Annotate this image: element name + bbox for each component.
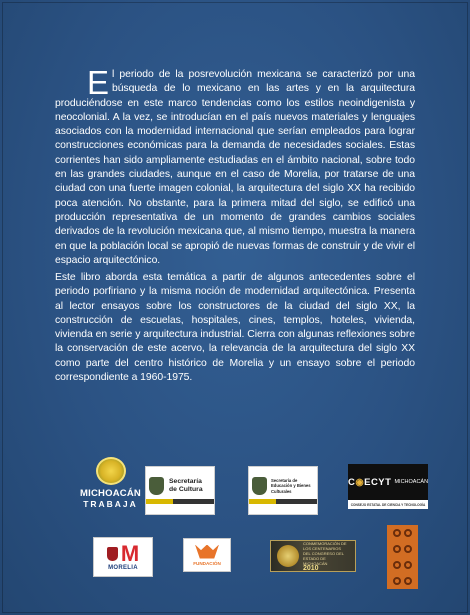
educacion-stripe: MICHOACÁN: [249, 499, 317, 504]
state-seal-icon: [252, 477, 267, 495]
drop-cap: E: [87, 64, 109, 101]
morelia-shield-icon: [107, 547, 118, 561]
centenarios-2010-logo: [270, 540, 356, 572]
sun-emblem-icon: [96, 457, 126, 485]
coecyt-state: MICHOACÁN: [394, 479, 429, 485]
secretaria-cultura-logo: [145, 466, 215, 515]
state-seal-icon: [149, 477, 164, 495]
michoacan-logo-title: MICHOACÁN: [80, 488, 141, 499]
fox-logo-text: FUNDACIÓN: [193, 560, 221, 566]
morelia-name: MORELIA: [108, 565, 138, 571]
paragraph-1-text: l periodo de la posrevolución mexicana se caracterizó por una búsqueda de lo mexicano en las artes y en la arquitectura produciéndose en este marco tendencias como los estilos neoindigenista y neocolonial. A la vez, se introducían en el país nuevos materiales y lenguajes asociados con la modernidad internacional que serían empleados para lograr construcciones económicas para la demanda de necesidades sociales. Estas corrientes han sido ampliamente estudiadas en el ámbito nacional, sobre todo en las grandes ciudades, aunque en el caso de Morelia, por tratarse de una ciudad con una fuerte imagen colonial, la arquitectura del siglo XX ha recibido poca atención. No obstante, para la primera mitad del siglo, se edificó una producción representativa de un momento de grandes cambios sociales derivados de la revolución mexicana que, al mismo tiempo, muestra la manera en que la población local se apropió de nuevas formas de construir y de vivir el espacio arquitectónico.: [55, 69, 415, 266]
secretaria-educacion-logo: [248, 466, 318, 515]
secretaria-cultura-text: Secretaría de Cultura: [169, 478, 203, 493]
domino-pattern-logo: [387, 525, 418, 589]
michoacan-logo-subtitle: TRABAJA: [83, 499, 138, 509]
michoacan-trabaja-logo: [78, 457, 143, 509]
synopsis-paragraph-1: [55, 64, 415, 268]
fox-foundation-logo: [183, 538, 231, 572]
coecyt-bar: CONSEJO ESTATAL DE CIENCIA Y TECNOLOGÍA: [348, 500, 428, 509]
morelia-logo: [93, 537, 153, 577]
fox-icon: [195, 545, 219, 559]
synopsis-paragraph-2: Este libro aborda esta temática a partir de algunos antecedentes sobre el periodo porfiriano y la misma noción de modernidad arquitectónica. Presenta al lector ensayos sobre los constructores de la ciudad del siglo XX, la construcción de escuelas, hospitales, cines, templos, hoteles, vivienda, vivienda en serie y arquitectura industrial. Cierra con algunas reflexiones sobre la conservación de este acervo, la relevancia de la arquitectura del siglo XX como parte del centro histórico de Morelia y un ensayo sobre el periodo correspondiente a 1960-1975.: [55, 272, 415, 384]
educacion-logo-text: Secretaría de Educación y Bienes Culturales: [271, 478, 311, 494]
coecyt-name: C◉ECYT: [347, 476, 392, 488]
secretaria-stripe: MICHOACÁN: [146, 499, 214, 504]
coecyt-logo: [348, 464, 428, 509]
morelia-letter: M: [120, 541, 140, 566]
medal-icon: [277, 545, 299, 567]
centenarios-text: CONMEMORACIÓN DE LOS CENTENARIOS DEL CONGRESO DEL ESTADO DE MICHOACÁN 2010: [303, 541, 347, 572]
